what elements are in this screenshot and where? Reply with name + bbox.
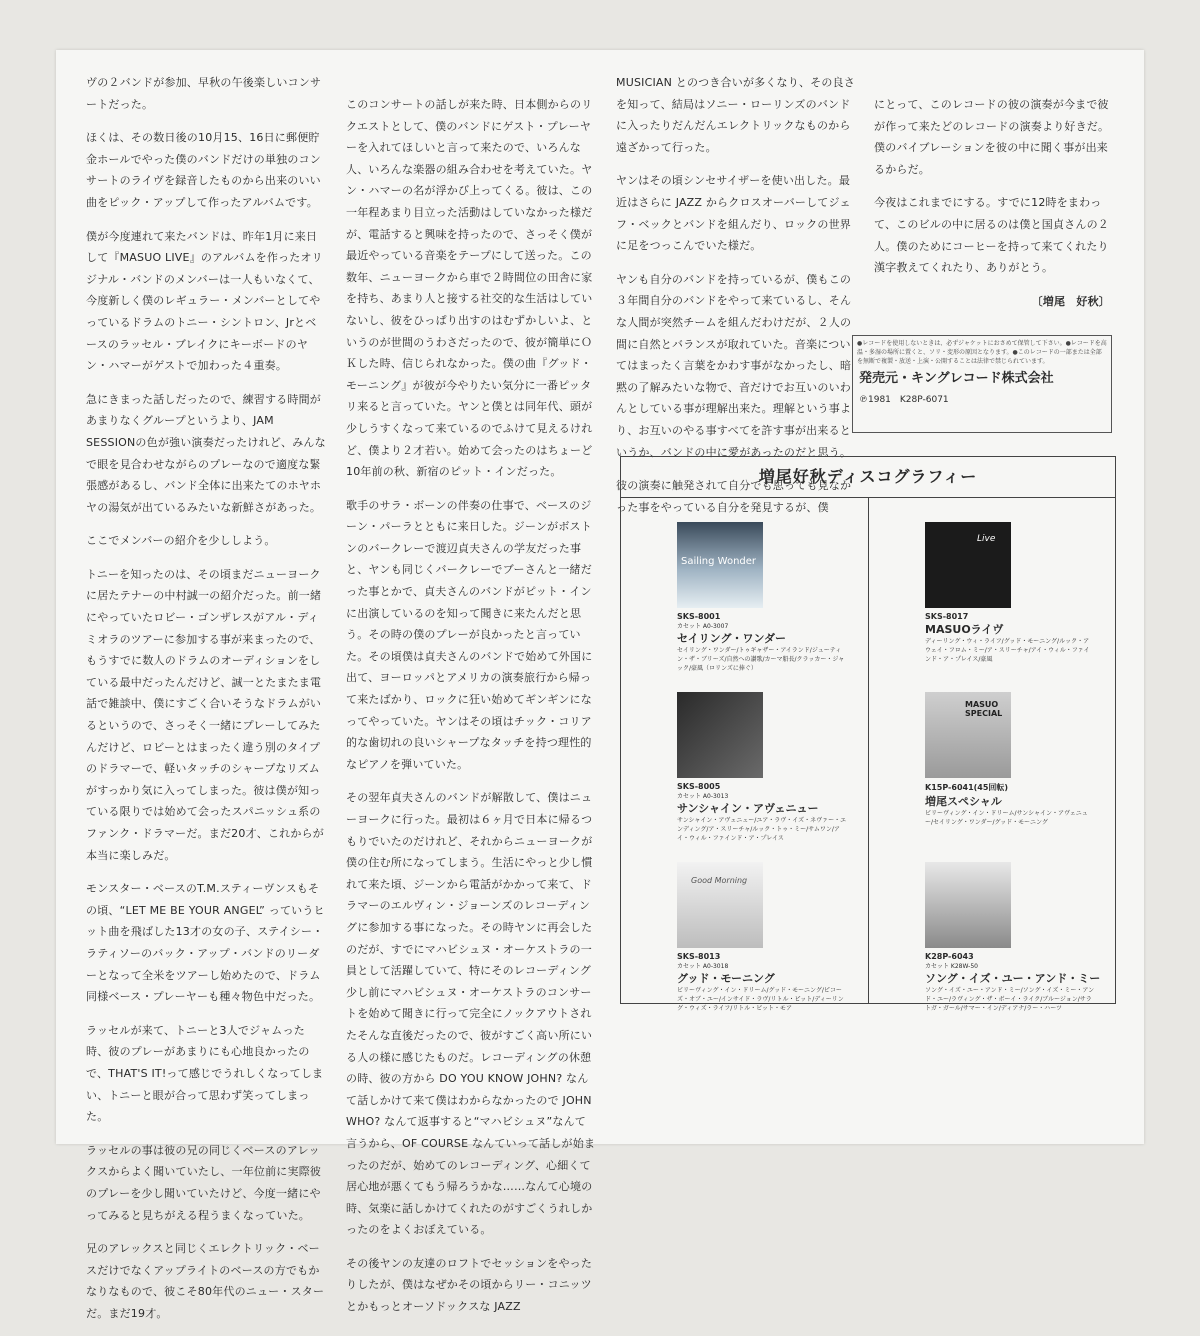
album-title: ソング・イズ・ユー・アンド・ミー xyxy=(925,972,1101,985)
paragraph: 急にきまった話しだったので、練習する時間があまりなくグループというより、JAM SESSIONの色が強い演奏だったけれど、みんなで眼を見合わせながらのプレーなので適度な緊張感があるし、バンド全体に出来たてのホヤホヤの湯気が出ているみたいな新鮮さがあった。 xyxy=(86,392,326,514)
paragraph: にとって、このレコードの彼の演奏が今まで彼が作って来たどのレコードの演奏より好きだ。僕のバイブレーションを彼の中に聞く事が出来るからだ。 xyxy=(874,98,1110,176)
liner-notes-sheet xyxy=(56,50,1144,1320)
album-tracks: セイリング・ワンダー/トゥギャザー・アイランド/ジューティン・ザ・ブリーズ/自然への讃歌/カーマ船長/クラッカー・ジャック/豪風（ロリンズに捧ぐ） xyxy=(677,647,845,672)
paragraph: モンスター・ベースのT.M.スティーヴンスもその頃、“LET ME BE YOUR ANGEL” っていうヒット曲を飛ばした13才の女の子、ステイシー・ラティソーのバック・アップ・バンドのリーダーとなって全米をツアーし始めたので、ドラム同様ベース・プレーヤーも種々物色中だった。 xyxy=(86,882,325,1004)
paragraph: ラッセルが来て、トニーと3人でジャムった時、彼のプレーがあまりにも心地良かったので、THAT'S IT!って感じでうれしくなってしまい、トニーと眼が合って思わず笑ってしまった。 xyxy=(86,1023,324,1124)
album-entry xyxy=(889,692,1109,827)
paragraph: 彼の演奏に触発されて自分でも思っても見なかった事をやっている自分を発見するが、僕 xyxy=(616,479,852,514)
paragraph: その翌年貞夫さんのバンドが解散して、僕はニューヨークに行った。最初は６ヶ月で日本に帰るつもりでいたのだけれど、それからニューヨークが僕の住む所になってしまう。生活にやっと少し慣れて来た頃、ジーンから電話がかかって来て、ドラマーのエルヴィン・ジョーンズのレコーディングに参加する事になった。その時ヤンに再会したのだが、すでにマハビシュヌ・オーケストラの一員として活躍していて、特にそのレコーディング少し前にマハビシュヌ・オーケストラのコンサートを始めて聞きに行って完全にノックアウトされたそんな直後だったので、彼がすごく高い所にいる人の様に感じたものだ。レコーディングの休憩の時、彼の方から DO YOU KNOW JOHN? なんて話しかけて来て僕はわからなかったので JOHN WHO? なんて返事すると“マハビシュヌ”なんて言うから、OF COURSE なんていって話しが始まったのだが、始めてのレコーディング、心細くて居心地が悪くてもう帰ろうかな……なんて心境の時、気楽に話しかけてくれたのがすごくうれしかったのをよくおぼえている。 xyxy=(346,791,596,1237)
album-cover xyxy=(677,692,763,778)
album-title: 増尾スペシャル xyxy=(925,795,1002,808)
album-entry xyxy=(889,862,1109,1013)
text-column-4 xyxy=(874,94,1110,324)
cover-title: Good Morning xyxy=(691,876,748,885)
paragraph: 僕が今度連れて来たバンドは、昨年1月に来日して『MASUO LIVE』のアルバムを作ったオリジナル・バンドのメンバーは一人もいなくて、今度新しく僕のレギュラー・メンバーとしてやっているドラムのトニー・シントロン、Jrとベースのラッセル・ブレイクにキーボードのヤン・ハマーがゲストで加わった４重奏。 xyxy=(86,229,323,373)
album-code: K28P-6043 xyxy=(925,952,974,961)
paragraph: その後ヤンの友達のロフトでセッションをやったりしたが、僕はなぜかその頃からリー・コニッツとかもっとオーソドックスな JAZZ xyxy=(346,1256,593,1314)
album-cassette: カセット A0-3018 xyxy=(677,963,729,970)
album-cover xyxy=(925,692,1011,778)
author-signature: 〔増尾 好秋〕 xyxy=(1031,294,1110,308)
cover-title: MASUO SPECIAL xyxy=(965,700,1003,718)
label-company: 発売元・キングレコード株式会社 xyxy=(859,371,1054,386)
record-notice-box xyxy=(852,335,1112,433)
paragraph: このコンサートの話しが来た時、日本側からのリクエストとして、僕のバンドにゲスト・プレーヤーを入れてほしいと言って来たので、いろんな人、いろんな楽器の組み合わせを考えていた。ヤン・ハマーの名が浮かび上ってくる。彼は、この一年程あまり目立った活動はしていなかった様だが、電話すると興味を持ったので、さっそく僕が最近やっている音楽をテープにして送った。この数年、ニューヨークから車で２時間位の田舎に家を持ち、あまり人と接する社交的な生活はしていないし、彼をひっぱり出すのはむずかしいよ、というのが世間のうわさだったので、彼が簡単にＯＫした時、信じられなかった。僕の曲『グッド・モーニング』が彼が今やりたい気分に一番ピッタリ来ると言っていた。ヤンと僕とは同年代、頭が少しうすくなって来ているのでふけて見えるけれど、僕より２才若い。始めて会ったのはちょーど10年前の秋、新宿のピット・インだった。 xyxy=(346,98,593,479)
album-code: SKS-8017 xyxy=(925,612,969,621)
album-title: グッド・モーニング xyxy=(677,972,775,985)
paragraph: ヤンはその頃シンセサイザーを使い出した。最近はさらに JAZZ からクロスオーバーしてジェフ・ベックとバンドを組んだり、ロックの世界に足をつっこんでいた様だ。 xyxy=(616,174,851,253)
album-cover xyxy=(677,522,763,608)
paragraph: ヤンも自分のバンドを持っているが、僕もこの３年間自分のバンドをやって来ているし、そんな人間が突然チームを組んだわけだが、２人の間に自然とバランスが取れていた。音楽についてはまったく言葉をかわす事がなかったし、暗黙の了解みたいな物で、音だけでお互いのいわんとしている事が理解出来た。理解という事より、お互いのやる事すべてを許す事が出来るというか、バンドの中に愛があったのだと思う。 xyxy=(616,272,852,459)
paragraph: トニーを知ったのは、その頃まだニューヨークに居たテナーの中村誠一の紹介だった。前一緒にやっていたロビー・ゴンザレスがアル・ディミオラのツアーに参加する事が来まったので、もうすでに数人のドラムのオーディションをしている最中だったんだけど、誠一とたまたま電話で雑談中、僕にすごく合いそうなドラムがいるというので、さっそく一緒にプレーしてみたんだけど、ロビーとはまったく違う別のタイプのドラマーで、軽いタッチのシャープなリズムがすっかり気に入ってしまった。彼は僕が知っている限りでは始めて会ったスパニッシュ系のファンク・ドラマーだ。まだ20才、これからが本当に楽しみだ。 xyxy=(86,567,324,862)
divider xyxy=(868,498,869,1003)
album-entry xyxy=(641,522,861,673)
album-entry xyxy=(889,522,1109,664)
album-code: SKS-8013 xyxy=(677,952,721,961)
album-title: MASUOライヴ xyxy=(925,623,1004,636)
album-cassette: カセット A0-3007 xyxy=(677,623,729,630)
discography-title: 増尾好秋ディスコグラフィー xyxy=(621,457,1115,498)
paragraph: ラッセルの事は彼の兄の同じくベースのアレックスからよく聞いていたし、一年位前に実際彼のプレーを少し聞いていたけど、今度一緒にやってみると見ちがえる程うまくなっていた。 xyxy=(86,1143,322,1222)
album-cassette: カセット K28W-50 xyxy=(925,963,978,970)
cover-title: Sailing Wonder xyxy=(681,556,757,567)
album-entry xyxy=(641,862,861,1013)
text-column-1 xyxy=(86,72,326,1336)
album-tracks: ビリーヴィング・イン・ドリーム/サンシャイン・アヴェニュー/セイリング・ワンダー/グッド・モーニング xyxy=(925,810,1088,826)
album-code: SKS-8005 xyxy=(677,782,721,791)
paragraph: 兄のアレックスと同じくエレクトリック・ベースだけでなくアップライトのベースの方でもかなりなもので、彼こそ80年代のニュー・スターだ。まだ19才。 xyxy=(86,1242,325,1320)
album-cassette: カセット A0-3013 xyxy=(677,793,729,800)
album-code: K15P-6041(45回転) xyxy=(925,783,1009,792)
paragraph: ここでメンバーの紹介を少ししよう。 xyxy=(86,534,276,548)
discography-grid xyxy=(621,498,1115,1012)
care-notice: ●レコードを使用しないときは、必ずジャケットにおさめて保管して下さい。●レコードを高温・多湿の場所に置くと、ソリ・変形の原因となります。●このレコードの一部または全部を無断で複製・放送・上演・公開することは法律で禁じられています。 xyxy=(857,340,1107,365)
text-column-2 xyxy=(346,94,596,1330)
paragraph: MUSICIAN とのつき合いが多くなり、その良さを知って、結局はソニー・ローリンズのバンドに入ったりだんだんエレクトリックなものから遠ざかって行った。 xyxy=(616,76,855,154)
album-entry xyxy=(641,692,861,843)
cover-title: Live xyxy=(977,534,996,544)
album-title: セイリング・ワンダー xyxy=(677,632,787,645)
album-cover xyxy=(925,862,1011,948)
album-cover xyxy=(677,862,763,948)
album-tracks: ソング・イズ・ユー・アンド・ミー/ソング・イズ・ミー・アンド・ユー/ラヴィング・ザ・ボーイ・ライク/ブルージョン/サラトガ・ガール/サマー・イン/ディアナ/ラー・ハーツ xyxy=(925,987,1095,1012)
album-tracks: ビリーヴィング・イン・ドリーム/グッド・モーニング/ピコーズ・オブ・ユー/インサイド・ラヴ/リトル・ピット/ディーリング・ウィズ・ライフ/リトル・ビット・モア xyxy=(677,987,844,1012)
paragraph: ほくは、その数日後の10月15、16日に郵便貯金ホールでやった僕のバンドだけの単独のコンサートのライヴを録音したものから出来のいい曲をピック・アップして作ったアルバムです。 xyxy=(86,131,321,209)
paragraph: 今夜はこれまでにする。すでに12時をまわって、このビルの中に居るのは僕と国貞さんの２人。僕のためにコーヒーを持って来てくれたり漢字教えてくれたり、ありがとう。 xyxy=(874,196,1109,275)
album-title: サンシャイン・アヴェニュー xyxy=(677,802,819,815)
album-tracks: サンシャイン・アヴェニュー/ユア・ラヴ・イズ・ネヴァー・エンディング/ア・スリーチャ/ルック・トゥ・ミー/サムワン/アイ・ウィル・ファインド・ア・プレイス xyxy=(677,817,847,842)
paragraph: 歌手のサラ・ボーンの伴奏の仕事で、ベースのジーン・パーラとともに来日した。ジーンがボストンのバークレーで渡辺貞夫さんの学友だった事と、ヤンも同じくバークレーでブーさんと一緒だった事とかで、貞夫さんのバンドがピット・インに出演しているのを知って聞きに来たんだと思う。その時の僕のプレーが良かったと言っていた。その頃僕は貞夫さんのバンドで始めて外国に出て、ヨーロッパとアメリカの演奏旅行から帰って来たばかり、ロックに狂い始めてギンギンになってやっていた。ヤンはその頃はチック・コリア的な歯切れの良いシャープなタッチを持つ理性的なピアノを弾いていた。 xyxy=(346,498,593,771)
album-tracks: ディーリング・ウィ・ライフ/グッド・モーニング/ルック・アウェイ・フロム・ミー/ア・スリーチャ/アイ・ウィル・ファインド・ア・プレイス/豪風 xyxy=(925,638,1090,663)
album-code: SKS-8001 xyxy=(677,612,721,621)
album-cover xyxy=(925,522,1011,608)
paragraph: ヴの２バンドが参加、早秋の午後楽しいコンサートだった。 xyxy=(86,76,322,111)
catalog-code: ℗1981 K28P-6071 xyxy=(859,395,949,405)
discography-box xyxy=(620,456,1116,1012)
